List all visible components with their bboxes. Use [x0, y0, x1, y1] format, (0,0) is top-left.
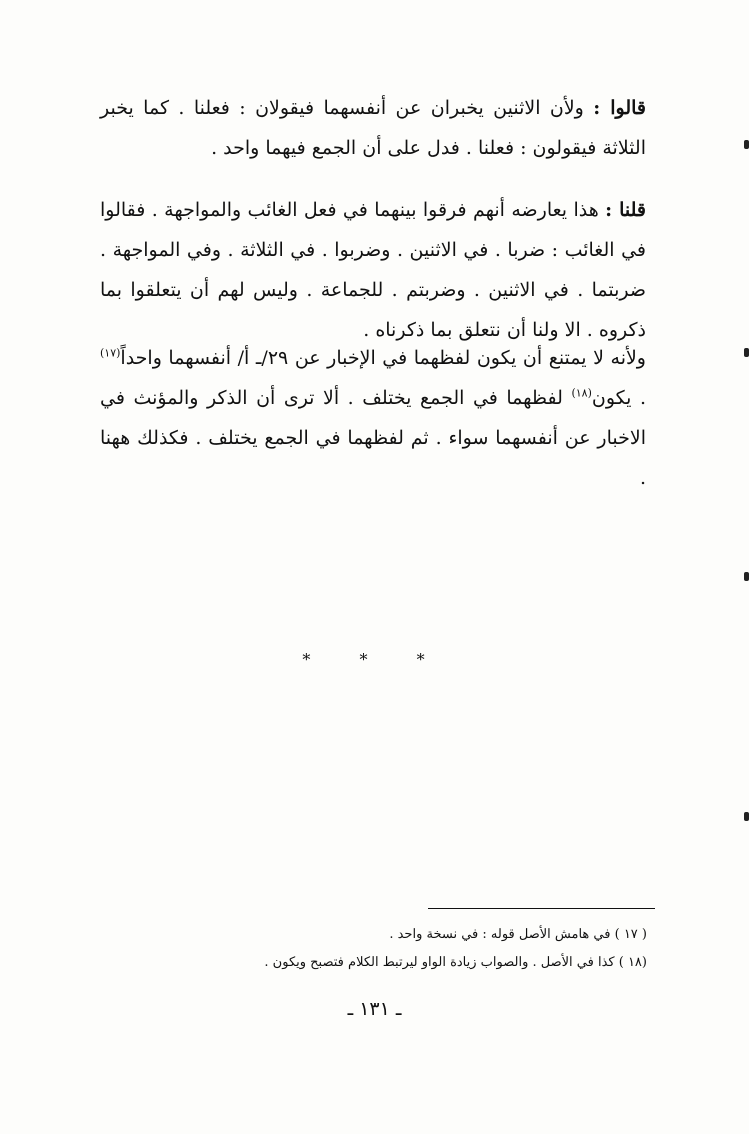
footnote-rule	[428, 908, 655, 909]
paragraph-2-lead: قلنا :	[605, 199, 646, 221]
paragraph-3-part-3: لفظهما في الجمع يختلف . ألا ترى أن الذكر والمؤنث في الاخبار عن أنفسهما سواء . ثم لفظهما في الجمع يختلف . فكذلك ههنا .	[100, 387, 646, 489]
paragraph-3-part-2: . يكون	[591, 387, 646, 409]
paragraph-1-body: ولأن الاثنين يخبران عن أنفسهما فيقولان : فعلنا . كما يخبر الثلاثة فيقولون : فعلنا . فدل على أن الجمع فيهما واحد .	[100, 97, 646, 159]
footnote-ref-18: (١٨)	[571, 386, 592, 400]
footnote-18: (١٨ ) كذا في الأصل . والصواب زيادة الواو ليرتبط الكلام فتصبح ويكون .	[264, 955, 647, 970]
paragraph-3	[100, 338, 646, 498]
footnote-17: ( ١٧ ) في هامش الأصل قوله : في نسخة واحد .	[389, 927, 647, 942]
paragraph-1	[100, 88, 646, 168]
paragraph-2-body: هذا يعارضه أنهم فرقوا بينهما في فعل الغائب والمواجهة . فقالوا في الغائب : ضربا . في الاثنين . وضربوا . في الثلاثة . وفي المواجهة . ضربتما . في الاثنين . وضربتم . للجماعة . وليس لهم أن يتعلقوا بما ذكروه . الا ولنا أن نتعلق بما ذكرناه .	[100, 199, 646, 341]
paragraph-1-lead: قالوا :	[593, 97, 646, 119]
paragraph-2	[100, 190, 646, 350]
scan-edge-mark	[744, 572, 749, 581]
paragraph-3-part-1: ولأنه لا يمتنع أن يكون لفظهما في الإخبار عن ٢٩/ـ أ/ أنفسهما واحداً	[120, 347, 646, 369]
page-number: ـ ١٣١ ـ	[347, 998, 402, 1020]
footnote-ref-17: (١٧)	[100, 346, 121, 360]
section-separator: * * *	[302, 650, 447, 669]
scan-edge-mark	[744, 140, 749, 149]
scan-edge-mark	[744, 812, 749, 821]
scan-edge-mark	[744, 348, 749, 357]
